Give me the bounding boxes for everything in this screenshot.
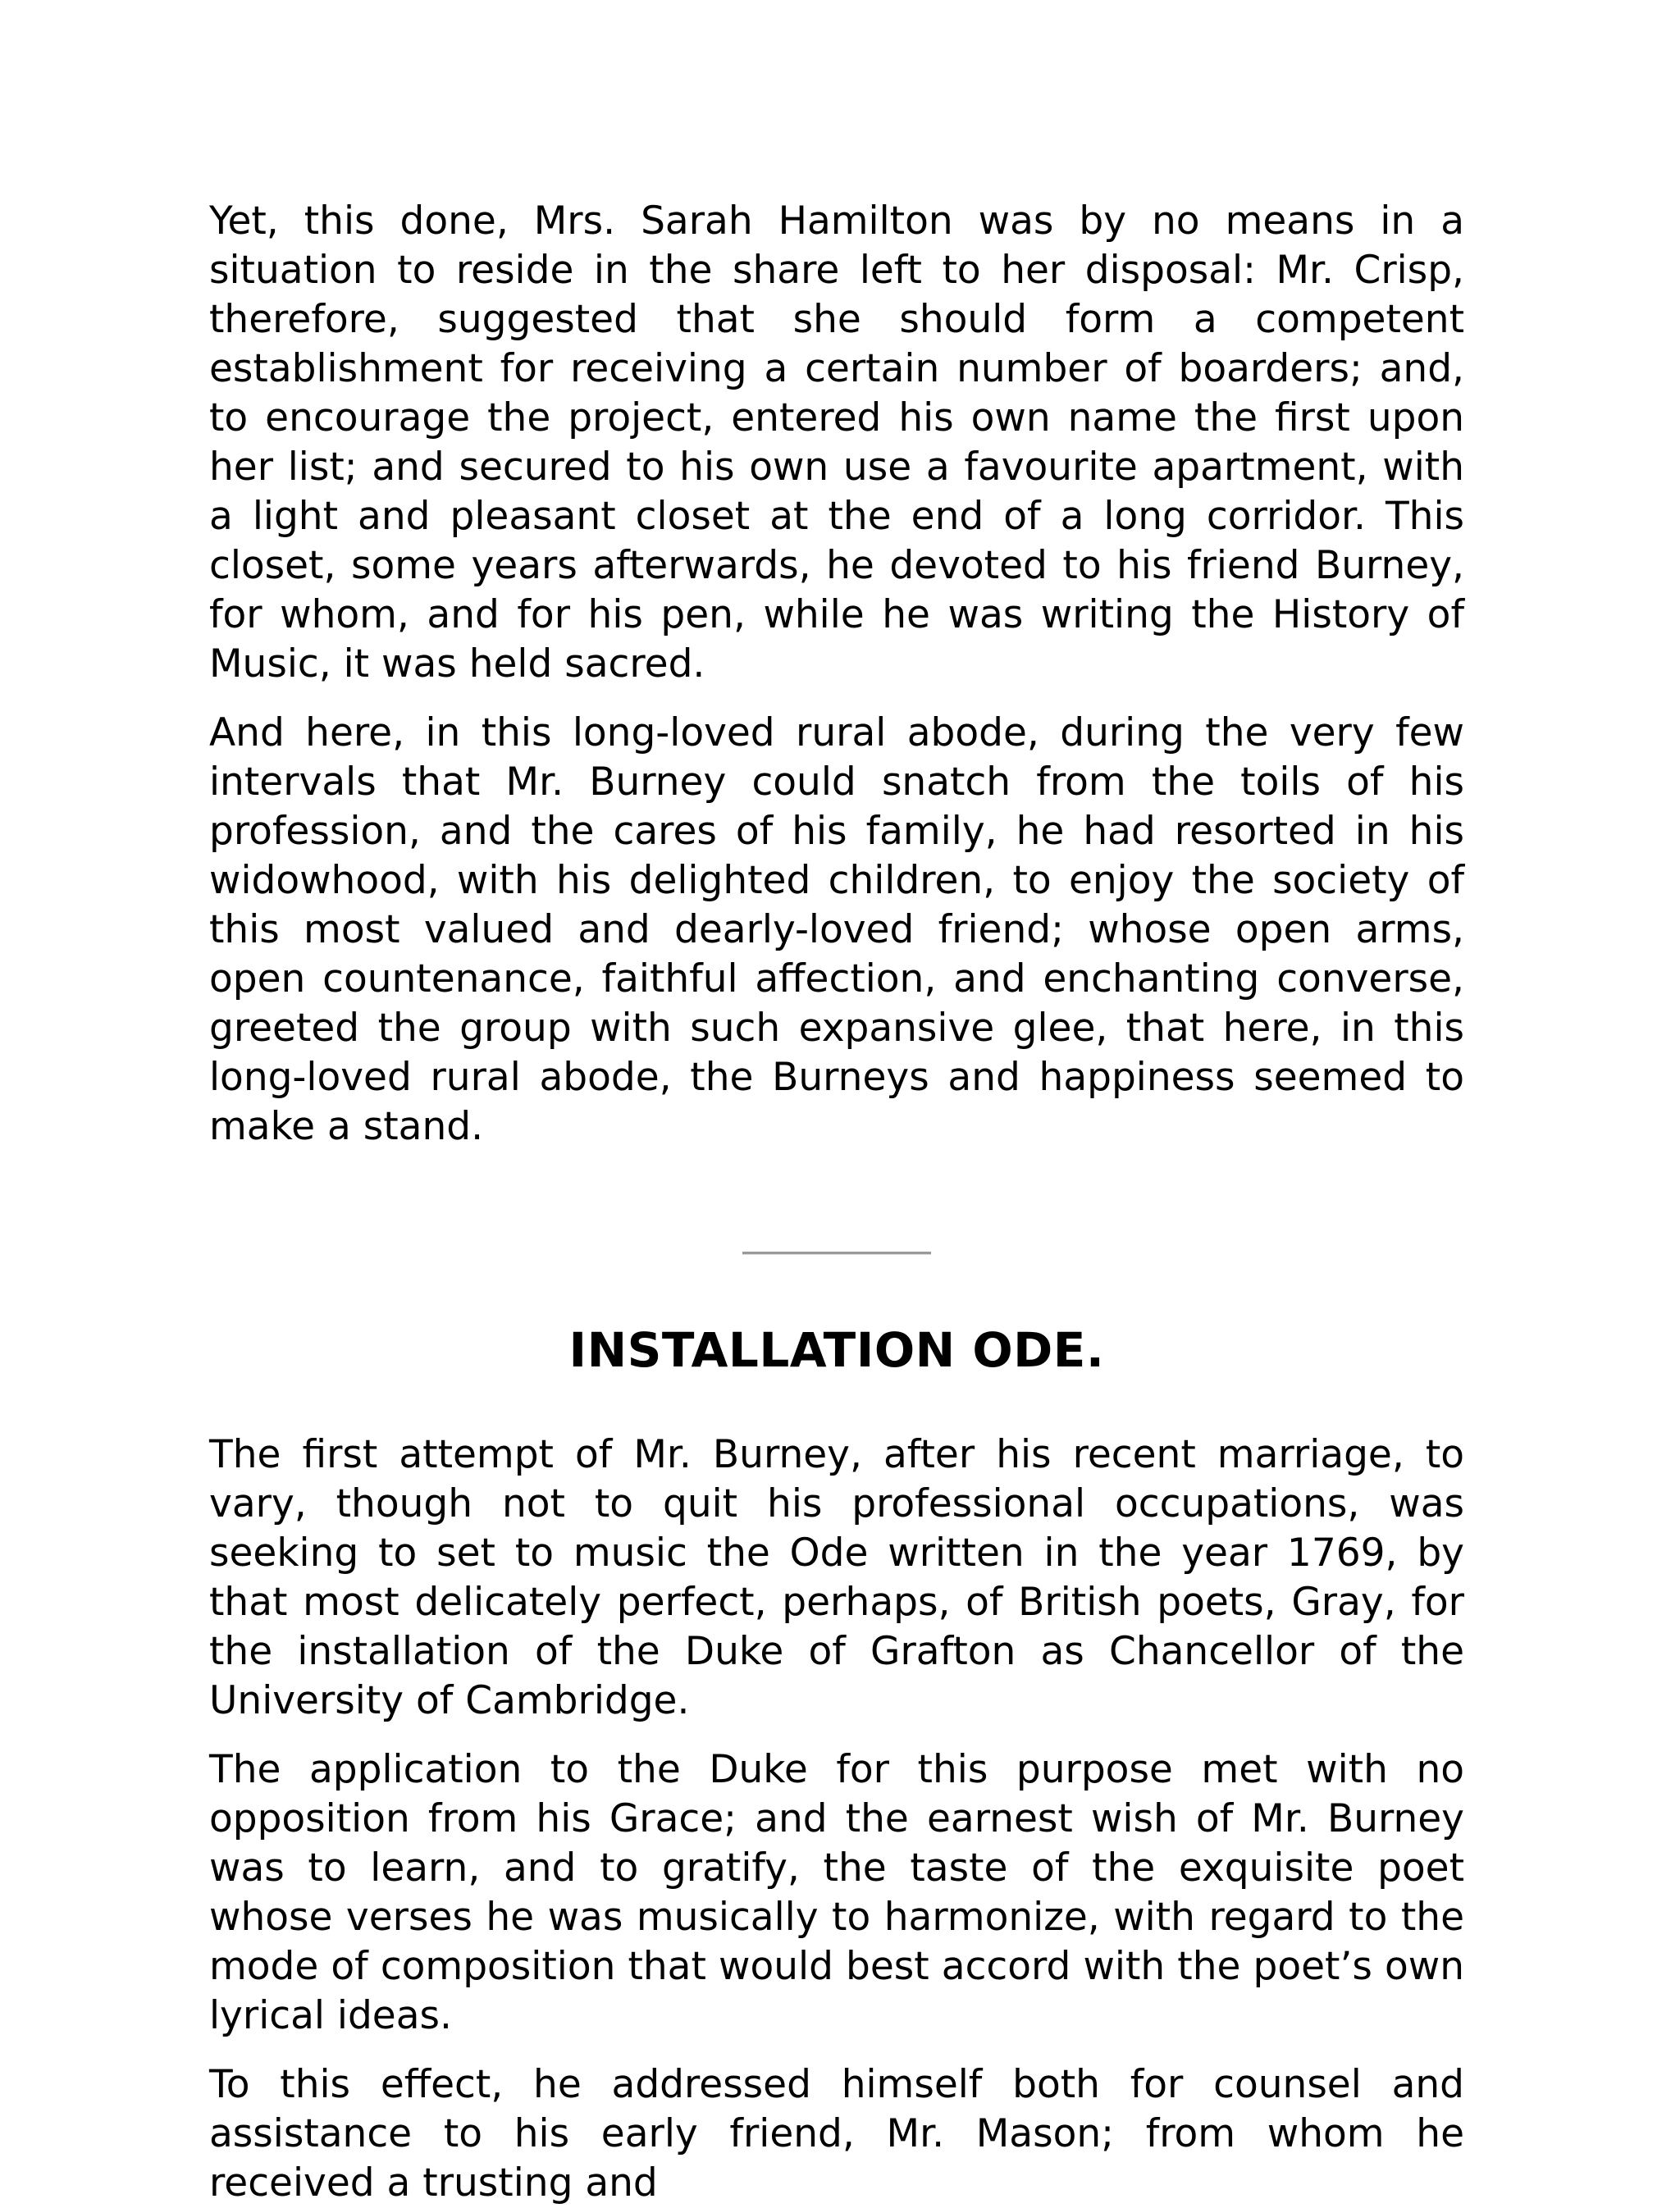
body-paragraph: Yet, this done, Mrs. Sarah Hamilton was by no means in a situation to reside in the share left to her disposal: Mr. Crisp, therefore, suggested that she should form a competent establishment for receiving a certain number of boarders; and, to encourage the project, entered his own name the first upon her list; and secured to his own use a favourite apartment, with a light and pleasant closet at the end of a long corridor. This closet, some years afterwards, he devoted to his friend Burney, for whom, and for his pen, while he was writing the History of Music, it was held sacred. <box>209 198 1464 687</box>
body-paragraph: And here, in this long-loved rural abode, during the very few intervals that Mr. Burney could snatch from the toils of his profession, and the cares of his family, he had resorted in his widowhood, with his delighted children, to enjoy the society of this most valued and dearly-loved friend; whose open arms, open countenance, faithful affection, and enchanting converse, greeted the group with such expansive glee, that here, in this long-loved rural abode, the Burneys and happiness seemed to make a stand. <box>209 710 1464 1149</box>
section-heading: INSTALLATION ODE. <box>568 1322 1105 1378</box>
section-divider <box>742 1252 931 1255</box>
body-paragraph: The first attempt of Mr. Burney, after his recent marriage, to vary, though not to quit his professional occupations, was seeking to set to music the Ode written in the year 1769, by that most delicately perfect, perhaps, of British poets, Gray, for the installation of the Duke of Grafton as Chancellor of the University of Cambridge. <box>209 1432 1464 1723</box>
body-paragraph: To this effect, he addressed himself both for counsel and assistance to his early friend, Mr. Mason; from whom he received a trusting and <box>209 2062 1464 2206</box>
body-paragraph: The application to the Duke for this purpose met with no opposition from his Grace; and the earnest wish of Mr. Burney was to learn, and to gratify, the taste of the exquisite poet whose verses he was musically to harmonize, with regard to the mode of composition that would best accord with the poet’s own lyrical ideas. <box>209 1747 1464 2038</box>
document-body <box>209 197 1464 2208</box>
